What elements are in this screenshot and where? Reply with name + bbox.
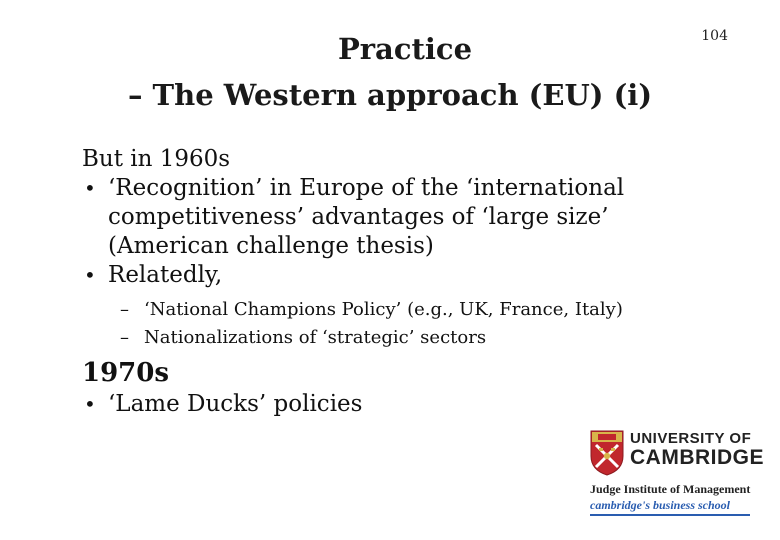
title-line-2: – The Western approach (EU) (i) xyxy=(127,78,653,112)
section-heading-1970s: 1970s xyxy=(82,358,170,388)
slide-number: 104 xyxy=(701,28,728,44)
cambridge-crest-icon xyxy=(590,430,624,476)
bullet-list-1960s xyxy=(82,174,722,290)
cambridge-logo xyxy=(590,430,764,520)
logo-underline xyxy=(590,514,750,516)
slide-title xyxy=(0,26,780,118)
logo-cambridge: CAMBRIDGE xyxy=(630,446,764,469)
subbullet-item: – Nationalizations of ‘strategic’ sectors xyxy=(116,324,722,352)
subbullet-list xyxy=(82,296,722,352)
bullet-item: • Relatedly, xyxy=(82,261,722,290)
subbullet-item: – ‘National Champions Policy’ (e.g., UK, France, Italy) xyxy=(116,296,722,324)
section-heading-1960s: But in 1960s xyxy=(82,146,231,172)
logo-university-of: UNIVERSITY OF xyxy=(630,430,752,447)
bullet-item: • ‘Lame Ducks’ policies xyxy=(82,390,722,419)
bullet-item: • ‘Recognition’ in Europe of the ‘international competitiveness’ advantages of ‘large size’ (American challenge thesis) xyxy=(82,174,722,261)
title-line-1: Practice xyxy=(337,32,473,66)
logo-judge-institute: Judge Institute of Management xyxy=(590,482,751,496)
slide-body xyxy=(82,144,722,419)
logo-tagline: cambridge's business school xyxy=(590,498,731,512)
bullet-list-1970s xyxy=(82,390,722,419)
